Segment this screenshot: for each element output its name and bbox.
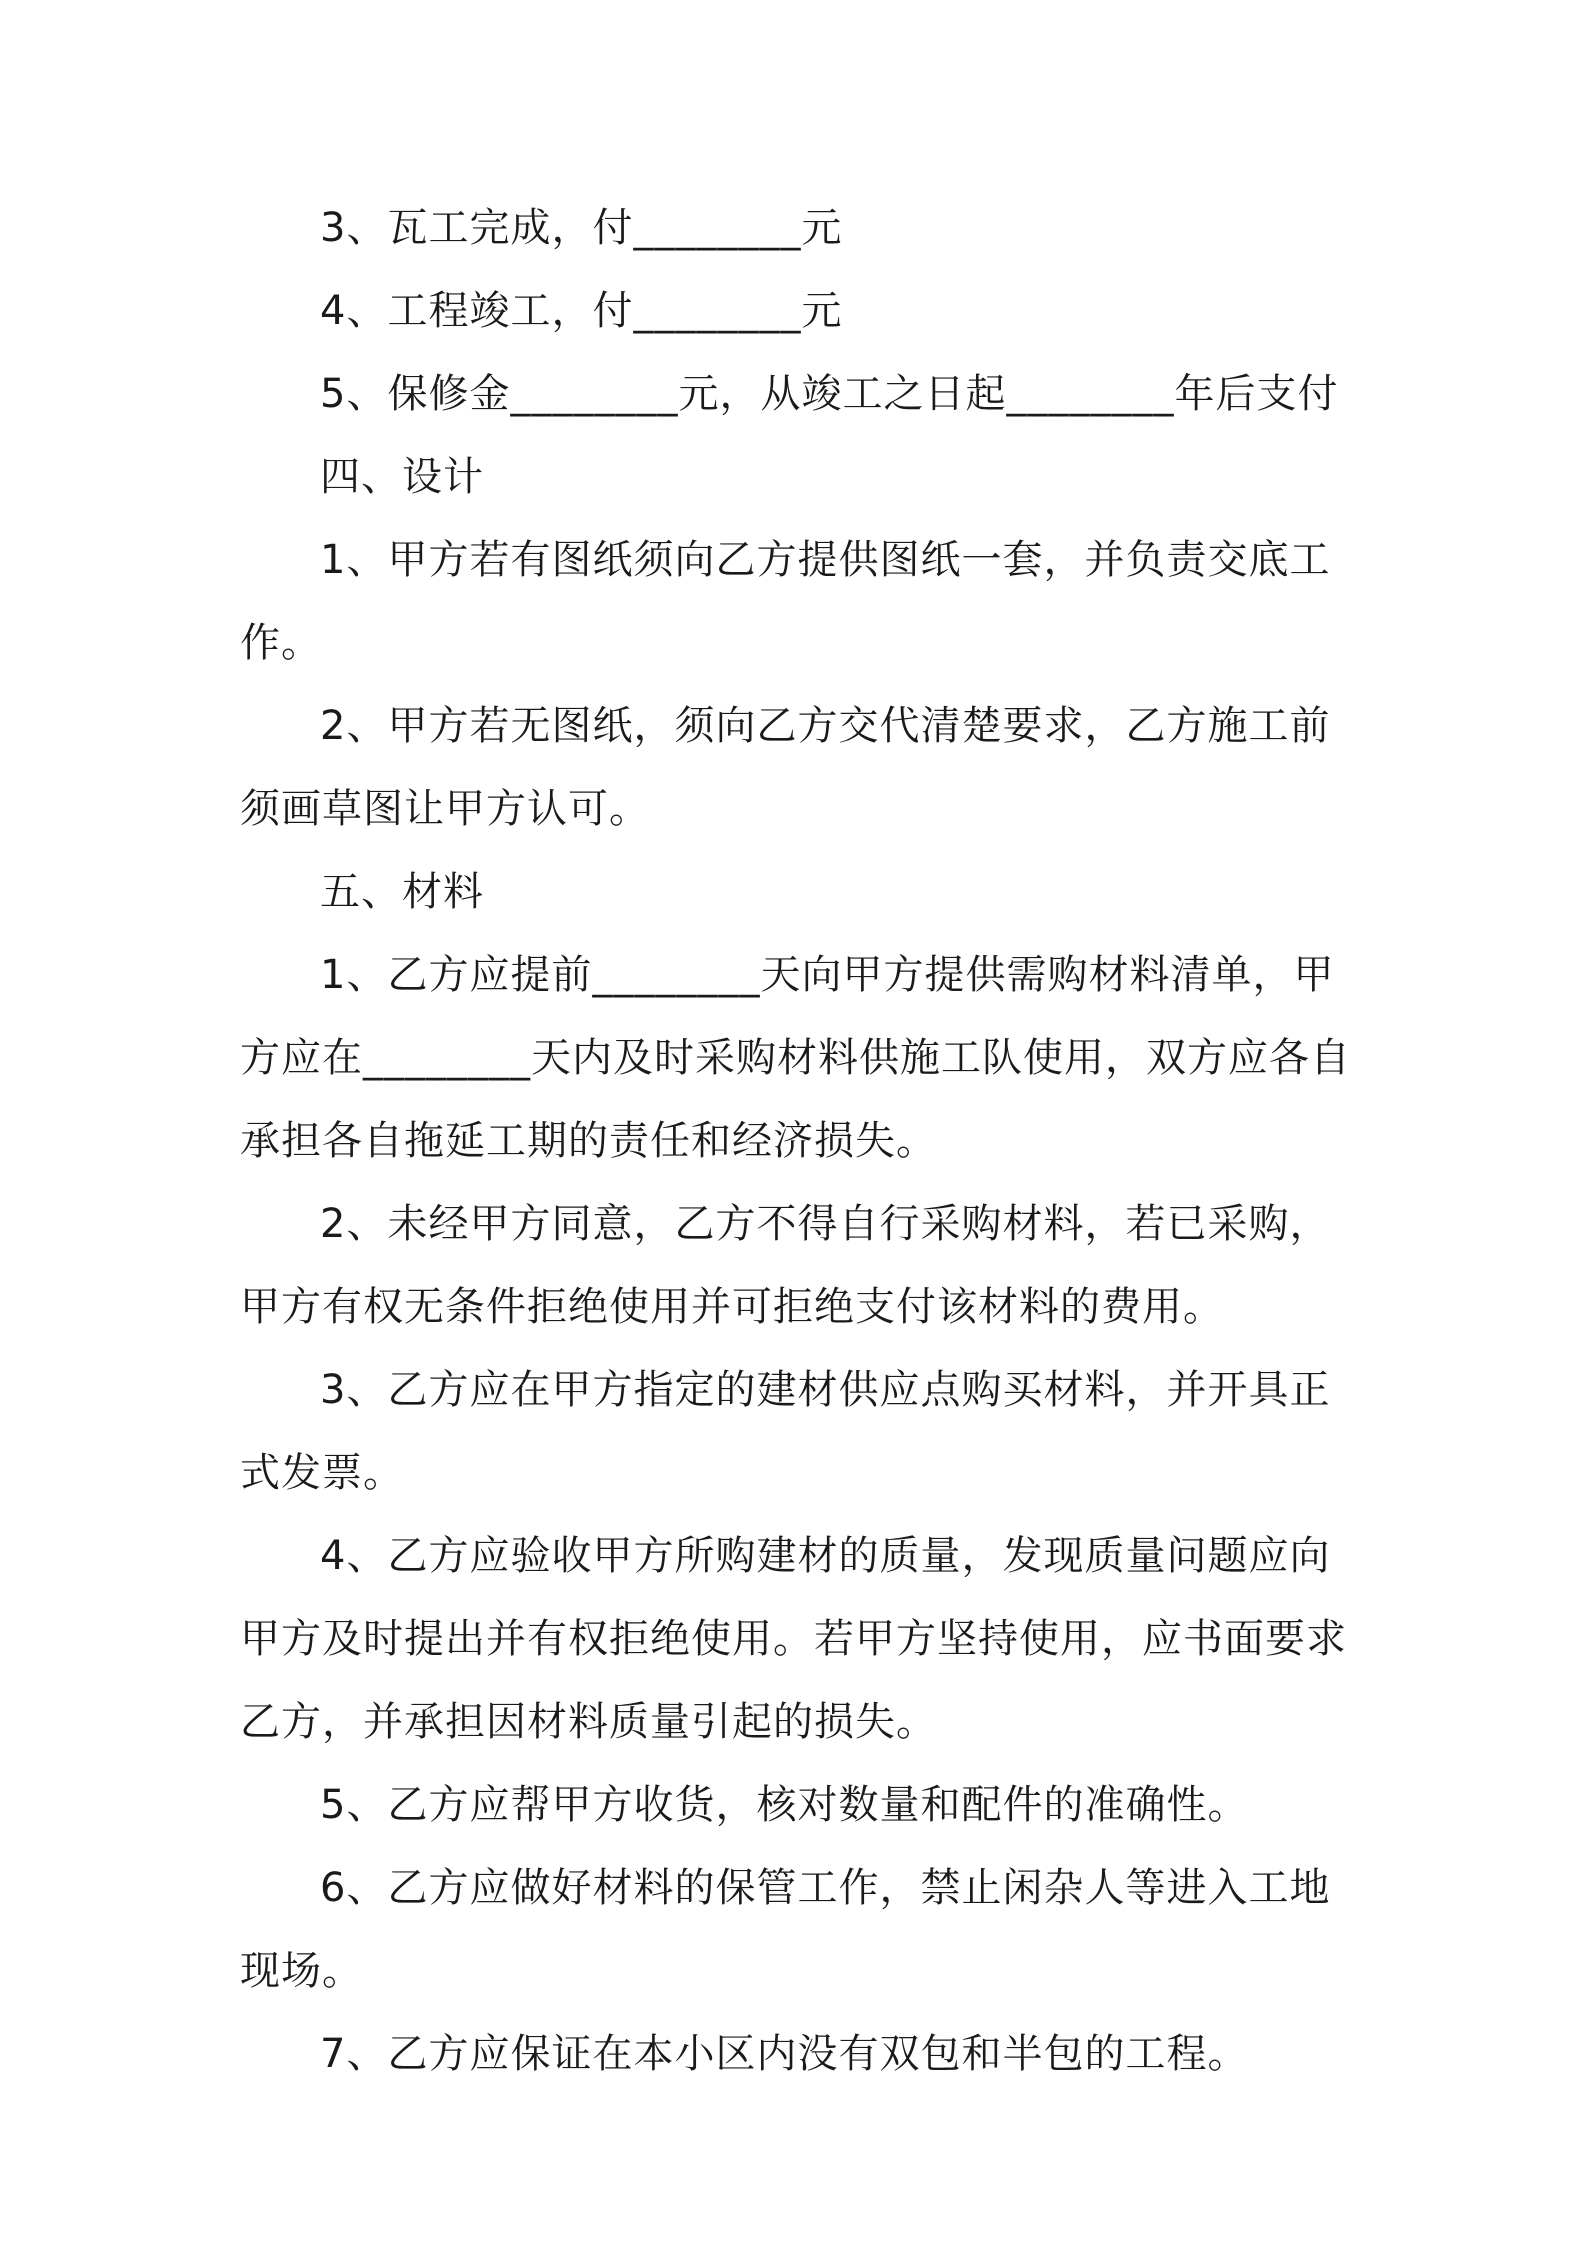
materials-clause-5: 5、乙方应帮甲方收货，核对数量和配件的准确性。 (320, 1782, 1249, 1828)
materials-clause-6: 6、乙方应做好材料的保管工作，禁止闲杂人等进入工地现场。 (240, 1865, 1331, 1994)
section-heading-design: 四、设计 (320, 454, 484, 500)
payment-item-5: 5、保修金________元，从竣工之日起________年后支付 (320, 371, 1339, 417)
section-heading-materials: 五、材料 (320, 869, 484, 915)
design-clause-1: 1、甲方若有图纸须向乙方提供图纸一套，并负责交底工作。 (240, 537, 1331, 666)
payment-item-3: 3、瓦工完成，付________元 (320, 205, 843, 251)
payment-item-4: 4、工程竣工，付________元 (320, 288, 843, 334)
materials-clause-2: 2、未经甲方同意，乙方不得自行采购材料，若已采购，甲方有权无条件拒绝使用并可拒绝支付该材料的费用。 (240, 1201, 1331, 1330)
materials-clause-7: 7、乙方应保证在本小区内没有双包和半包的工程。 (320, 2031, 1249, 2077)
design-clause-2: 2、甲方若无图纸，须向乙方交代清楚要求，乙方施工前须画草图让甲方认可。 (240, 703, 1331, 832)
materials-clause-1: 1、乙方应提前________天向甲方提供需购材料清单，甲方应在________天内及时采购材料供施工队使用，双方应各自承担各自拖延工期的责任和经济损失。 (240, 952, 1351, 1164)
materials-clause-3: 3、乙方应在甲方指定的建材供应点购买材料，并开具正式发票。 (240, 1367, 1331, 1496)
materials-clause-4: 4、乙方应验收甲方所购建材的质量，发现质量问题应向甲方及时提出并有权拒绝使用。若甲方坚持使用，应书面要求乙方，并承担因材料质量引起的损失。 (240, 1533, 1347, 1745)
document-body (240, 187, 1360, 2096)
